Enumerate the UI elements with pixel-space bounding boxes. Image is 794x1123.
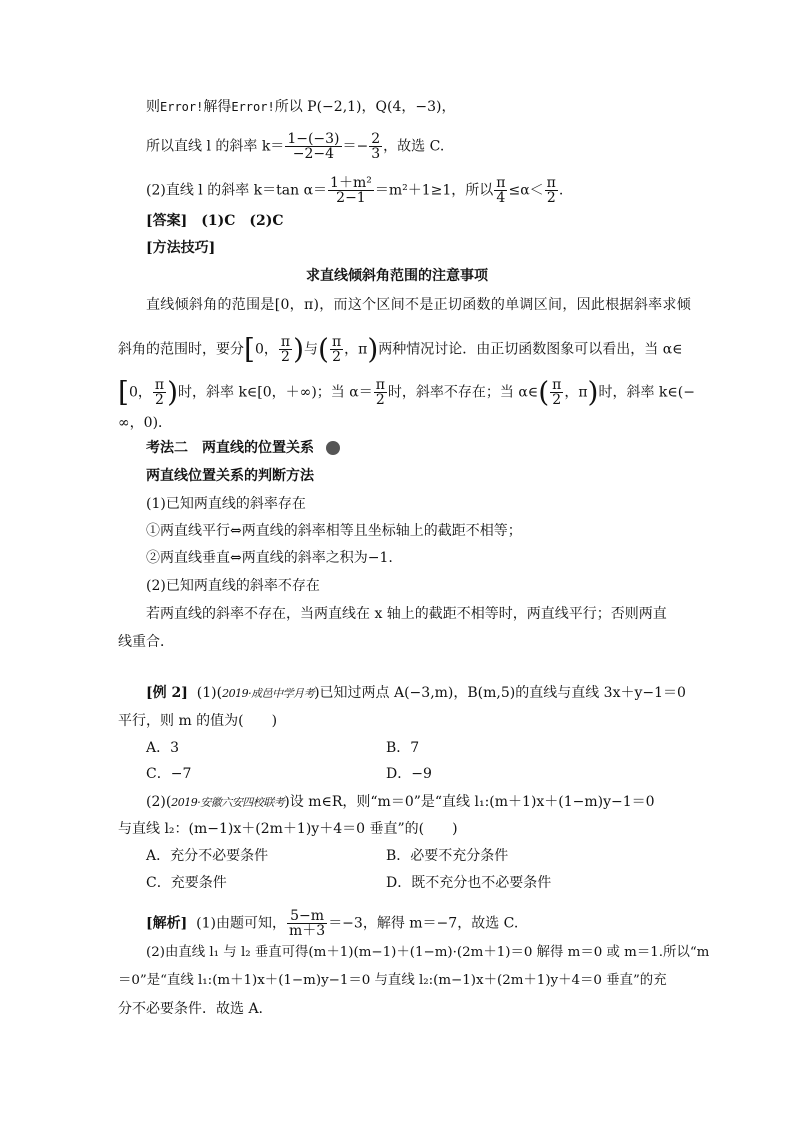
- tips-paragraph-line-4: ∞，0)．: [118, 415, 173, 431]
- example-question-2-line-2: 与直线 l₂：(m−1)x＋(2m＋1)y＋4＝0 垂直”的( ): [118, 821, 458, 837]
- fraction: [330, 335, 343, 364]
- text: (1)由题可知，: [196, 915, 286, 932]
- section-heading: [146, 438, 340, 458]
- denominator: 2: [281, 349, 290, 365]
- text: )设 m∈R，则“m＝0”是“直线 l₁:(m＋1)x＋(1−m)y−1＝0: [284, 794, 655, 810]
- text: (2)直线 l 的斜率 k＝tan α＝: [146, 182, 328, 199]
- numerator: π: [496, 175, 506, 191]
- source-note: 2019·安徽六安四校联考: [171, 796, 285, 809]
- text: ，故选 C.: [383, 138, 445, 155]
- text: (2)(: [146, 794, 172, 810]
- left-bracket: [: [244, 332, 255, 366]
- section-title: 考法二 两直线的位置关系: [146, 440, 314, 456]
- analysis-line-3: ＝0”是“直线 l₁:(m＋1)x＋(1−m)y−1＝0 与直线 l₂:(m−1)x＋(2m＋1)y＋4＝0 垂直”的充: [118, 973, 667, 988]
- option-d: D．−9: [386, 766, 432, 782]
- text: (1)(: [196, 685, 223, 701]
- numerator: 2: [371, 131, 381, 147]
- text: 0，: [128, 384, 152, 401]
- solution-line-2: [146, 132, 444, 161]
- fraction: [287, 909, 327, 938]
- fraction: [285, 132, 341, 161]
- denominator: 4: [496, 190, 506, 206]
- option-a: A．充分不必要条件: [146, 848, 269, 864]
- text: 0，: [254, 341, 278, 358]
- fraction: [494, 176, 507, 205]
- text: 与: [304, 341, 318, 358]
- example-question-1-line-1: [146, 683, 686, 704]
- fraction: [153, 378, 166, 407]
- option-d: D．既不充分也不必要条件: [386, 875, 552, 891]
- right-paren: ): [367, 332, 379, 366]
- text: 斜角的范围时，要分: [118, 341, 244, 358]
- denominator: 2: [155, 392, 164, 408]
- text: ＝m²＋1≥1，所以: [374, 182, 494, 199]
- denominator: 3: [371, 146, 381, 162]
- fraction: [550, 378, 563, 407]
- text: ＝−: [342, 138, 369, 155]
- option-c: C．−7: [146, 766, 192, 782]
- fraction: [545, 176, 558, 205]
- fraction: [374, 378, 387, 407]
- left-paren: (: [538, 375, 550, 409]
- analysis-label: [解析]: [146, 915, 188, 932]
- fraction: [279, 335, 292, 364]
- solution-line-3: [146, 176, 563, 205]
- text: 解得: [203, 99, 232, 115]
- fraction: [369, 132, 382, 161]
- method-heading: [方法技巧]: [146, 240, 216, 256]
- numerator: π: [280, 334, 291, 350]
- denominator: 2: [546, 190, 556, 206]
- text: 时，斜率 k∈(−: [598, 384, 695, 401]
- case-1-heading: (1)已知两直线的斜率存在: [146, 496, 306, 512]
- text: 时，斜率不存在；当 α∈: [387, 384, 539, 401]
- bullet-dot-icon: [326, 441, 340, 455]
- numerator: π: [154, 377, 165, 393]
- case-1-item-2: ②两直线垂直⇔两直线的斜率之积为−1.: [146, 550, 393, 566]
- analysis-line-2: (2)由直线 l₁ 与 l₂ 垂直可得(m＋1)(m−1)＋(1−m)·(2m＋1)＝0 解得 m＝0 或 m＝1.所以“m: [146, 945, 710, 960]
- fraction: [328, 176, 374, 205]
- option-c: C．充要条件: [146, 875, 227, 891]
- numerator: 1−(−3): [287, 131, 340, 147]
- numerator: π: [331, 334, 342, 350]
- text: ，π: [344, 341, 368, 358]
- right-paren: ): [587, 375, 599, 409]
- tips-paragraph-line-1: 直线倾斜角的范围是[0，π)，而这个区间不是正切函数的单调区间，因此根据斜率求倾: [146, 297, 692, 313]
- denominator: m＋3: [289, 923, 326, 939]
- denominator: 2: [375, 392, 385, 408]
- tips-title: 求直线倾斜角范围的注意事项: [306, 268, 488, 284]
- example-question-1-line-2: 平行，则 m 的值为( ): [118, 713, 278, 729]
- source-note: 2019·成邑中学月考: [222, 687, 315, 700]
- text: .: [558, 182, 564, 199]
- denominator: 2−1: [336, 190, 366, 206]
- case-2-paragraph-line-2: 线重合．: [118, 634, 174, 650]
- text: ＝−3，解得 m＝−7，故选 C.: [328, 915, 519, 932]
- tips-paragraph-line-2: [118, 332, 683, 366]
- text: ，π: [564, 384, 588, 401]
- numerator: π: [546, 175, 556, 191]
- section-subheading: 两直线位置关系的判断方法: [146, 468, 314, 484]
- right-paren: ): [167, 375, 178, 409]
- analysis-line-1: [146, 909, 518, 938]
- option-a: A．3: [146, 740, 180, 756]
- numerator: 1＋m²: [330, 175, 372, 191]
- text: 时，斜率 k∈[0，＋∞)；当 α＝: [178, 384, 373, 401]
- solution-line-1: [146, 97, 455, 117]
- left-bracket: [: [118, 375, 129, 409]
- option-b: B．7: [386, 740, 420, 756]
- error-placeholder: Error!: [160, 100, 204, 114]
- text: 两种情况讨论．由正切函数图象可以看出，当 α∈: [378, 341, 683, 358]
- case-2-paragraph-line-1: 若两直线的斜率不存在，当两直线在 x 轴上的截距不相等时，两直线平行；否则两直: [146, 606, 667, 622]
- text: 所以直线 l 的斜率 k＝: [146, 138, 285, 155]
- text: 所以 P(−2,1)，Q(4，−3)，: [274, 99, 456, 115]
- text: 则: [146, 99, 160, 115]
- analysis-line-4: 分不必要条件．故选 A.: [118, 1001, 264, 1017]
- case-2-heading: (2)已知两直线的斜率不存在: [146, 578, 320, 594]
- tips-paragraph-line-3: [118, 375, 695, 409]
- left-paren: (: [318, 332, 329, 366]
- case-1-item-1: ①两直线平行⇔两直线的斜率相等且坐标轴上的截距不相等；: [146, 523, 522, 539]
- text: )已知过两点 A(−3,m)，B(m,5)的直线与直线 3x＋y−1＝0: [314, 685, 686, 701]
- denominator: −2−4: [292, 146, 335, 162]
- option-b: B．必要不充分条件: [386, 848, 509, 864]
- right-paren: ): [293, 332, 304, 366]
- denominator: 2: [552, 392, 562, 408]
- error-placeholder: Error!: [231, 100, 275, 114]
- text: ≤α＜: [508, 182, 544, 199]
- numerator: 5−m: [287, 909, 327, 924]
- numerator: π: [375, 377, 385, 393]
- numerator: π: [552, 377, 562, 393]
- denominator: 2: [332, 349, 341, 365]
- answer-line: [答案] (1)C (2)C: [146, 213, 284, 229]
- example-label: [例 2]: [146, 685, 188, 701]
- example-question-2-line-1: [146, 792, 655, 813]
